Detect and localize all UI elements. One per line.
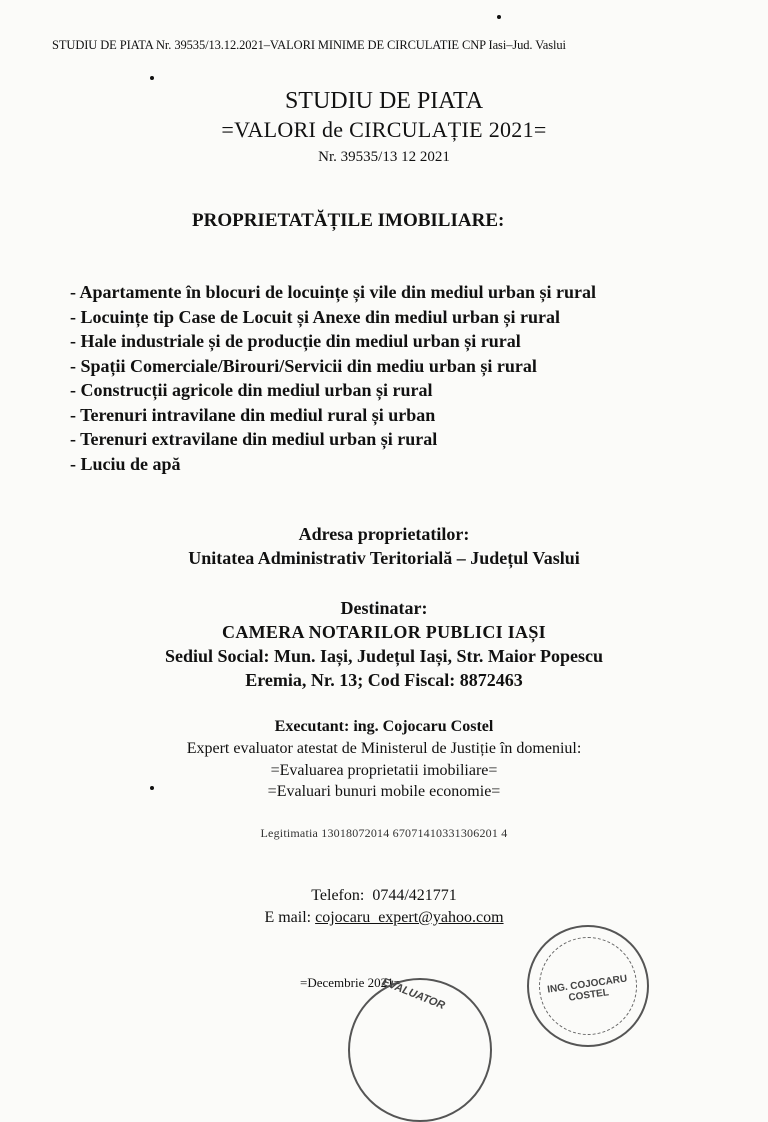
address-label: Adresa proprietatilor: xyxy=(298,524,470,544)
stamp-right-text: ING. COJOCARU COSTEL xyxy=(546,973,628,1004)
section-heading: PROPRIETATĂȚILE IMOBILIARE: xyxy=(192,210,505,231)
recipient-label: Destinatar: xyxy=(340,598,428,618)
scan-speck xyxy=(150,786,154,790)
running-header: STUDIU DE PIATA Nr. 39535/13.12.2021–VALORI MINIME DE CIRCULATIE CNP Iasi–Jud. Vaslui xyxy=(52,38,566,52)
document-subtitle: =VALORI de CIRCULAȚIE 2021= xyxy=(221,117,547,142)
list-item: - Terenuri extravilane din mediul urban și rural xyxy=(70,429,438,449)
official-stamp-right xyxy=(527,925,649,1047)
list-item: - Construcții agricole din mediul urban și rural xyxy=(70,380,433,400)
recipient-organization: CAMERA NOTARILOR PUBLICI IAȘI xyxy=(222,622,546,642)
phone-number: 0744/421771 xyxy=(372,887,457,904)
list-item: - Spații Comerciale/Birouri/Servicii din mediu urban și rural xyxy=(70,355,537,376)
address-value: Unitatea Administrativ Teritorială – Județul Vaslui xyxy=(188,548,580,568)
property-list xyxy=(70,280,660,476)
recipient-address-line1: Sediul Social: Mun. Iași, Județul Iași, Str. Maior Popescu xyxy=(164,646,604,666)
recipient-address-line2: Eremia, Nr. 13; Cod Fiscal: 8872463 xyxy=(245,670,523,690)
email-label: E mail: xyxy=(264,909,312,926)
list-item: - Locuințe tip Case de Locuit și Anexe din mediul urban și rural xyxy=(70,306,561,327)
scan-speck xyxy=(497,15,501,19)
list-item: - Hale industriale și de producție din mediul urban și rural xyxy=(70,331,521,351)
date-line: =Decembrie 2021= xyxy=(300,975,401,990)
list-item: - Apartamente în blocuri de locuințe și vile din mediul urban și rural xyxy=(70,282,597,302)
executor-line3: =Evaluari bunuri mobile economie= xyxy=(267,783,501,800)
list-item: - Luciu de apă xyxy=(70,453,181,474)
list-item: - Terenuri intravilane din mediul rural și urban xyxy=(70,404,436,425)
legitimatie-number: Legitimatia 13018072014 67071410331306201 4 xyxy=(260,826,508,840)
document-title: STUDIU DE PIATA xyxy=(284,88,484,114)
scan-speck xyxy=(150,76,154,80)
email-line xyxy=(0,909,768,927)
stamp-left-text: EVALUATOR xyxy=(380,975,447,1013)
executor-line1: Expert evaluator atestat de Ministerul de Justiție în domeniul: xyxy=(186,740,582,757)
email-link[interactable]: cojocaru_expert@yahoo.com xyxy=(315,909,504,926)
phone-label: Telefon: xyxy=(311,887,365,904)
executor-line2: =Evaluarea proprietatii imobiliare= xyxy=(270,762,498,779)
executor-label: Executant: ing. Cojocaru Costel xyxy=(274,718,494,735)
phone-line xyxy=(0,887,768,905)
document-number: Nr. 39535/13 12 2021 xyxy=(318,149,450,165)
